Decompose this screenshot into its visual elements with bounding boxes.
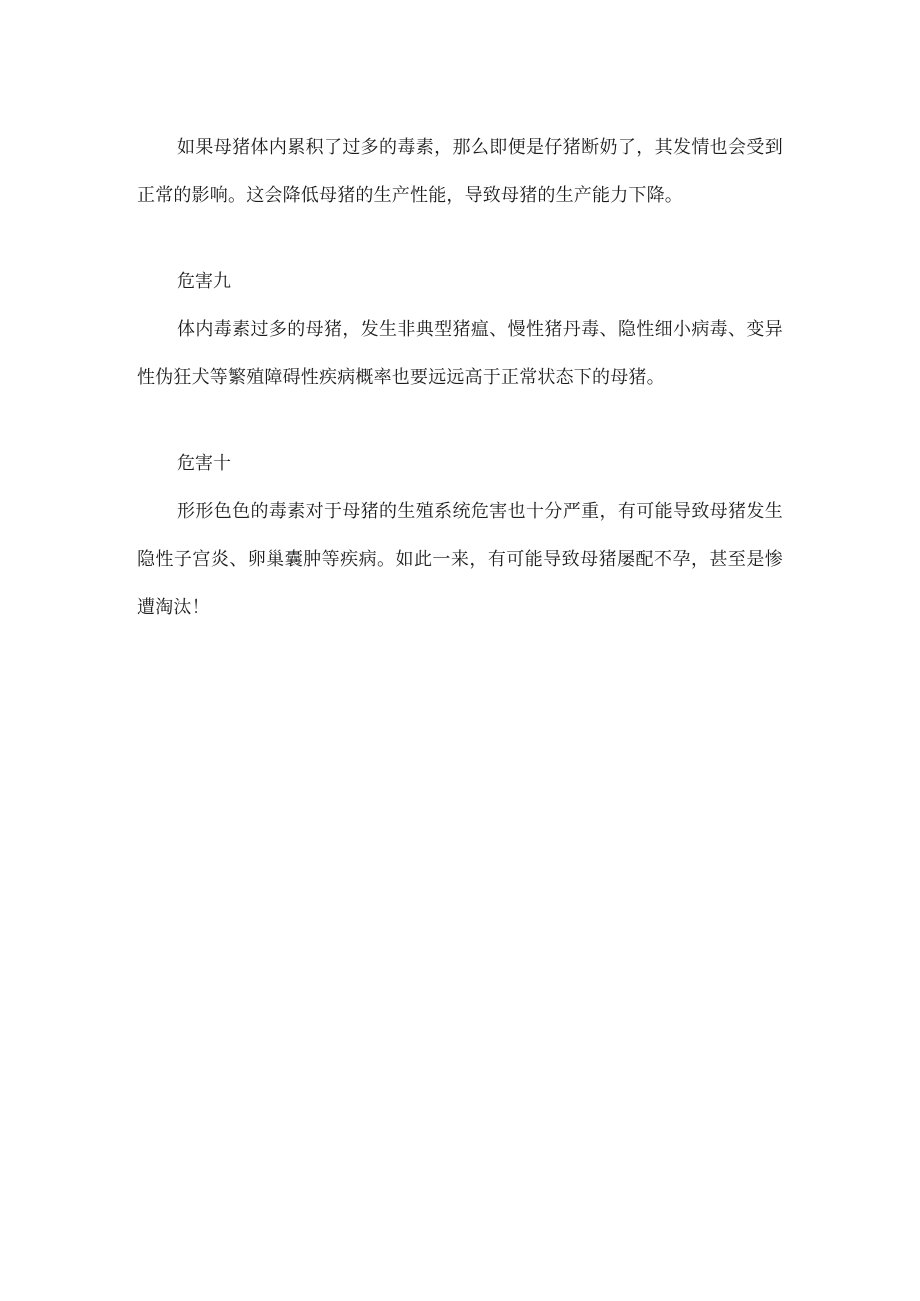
paragraph-section-9: 体内毒素过多的母猪，发生非典型猪瘟、慢性猪丹毒、隐性细小病毒、变异性伪狂犬等繁殖障碍性疾病概率也要远远高于正常状态下的母猪。 — [137, 319, 783, 388]
paragraph-intro: 如果母猪体内累积了过多的毒素，那么即便是仔猪断奶了，其发情也会受到正常的影响。这会降低母猪的生产性能，导致母猪的生产能力下降。 — [137, 137, 783, 206]
section-heading-9: 危害九 — [177, 271, 231, 292]
paragraph-section-10: 形形色色的毒素对于母猪的生殖系统危害也十分严重，有可能导致母猪发生隐性子宫炎、卵巢囊肿等疾病。如此一来，有可能导致母猪屡配不孕，甚至是惨遭淘汰！ — [137, 501, 783, 618]
paragraph-spacer — [137, 402, 783, 440]
document-body — [137, 124, 783, 632]
paragraph-spacer — [137, 220, 783, 258]
section-heading-10: 危害十 — [177, 453, 231, 474]
